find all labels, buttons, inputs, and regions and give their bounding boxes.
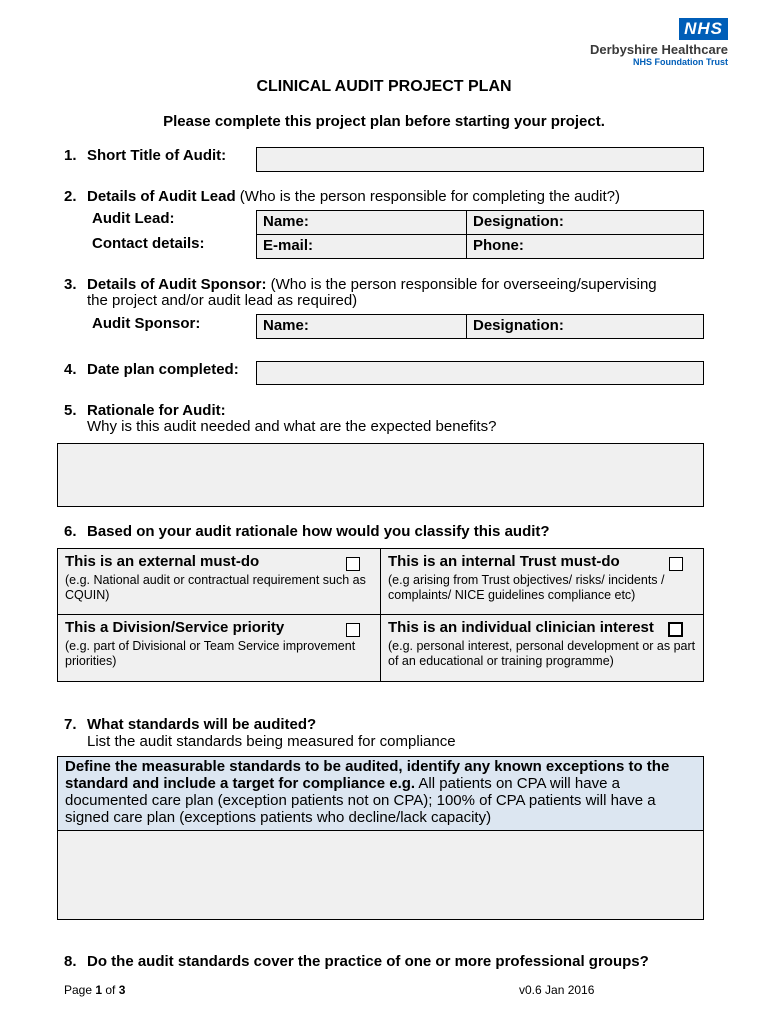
audit-lead-name-field[interactable]: Name: (256, 210, 467, 235)
q5-label: Rationale for Audit: (87, 402, 226, 419)
nhs-logo (498, 18, 728, 67)
internal-must-do-checkbox[interactable] (669, 557, 683, 571)
page-current: 1 (95, 983, 103, 997)
date-completed-input[interactable] (256, 361, 704, 385)
page-total: 3 (118, 983, 126, 997)
q3-label: Details of Audit Sponsor: (87, 276, 267, 293)
standards-instructions (57, 756, 704, 831)
classification-option (380, 614, 704, 682)
external-must-do-checkbox[interactable] (346, 557, 360, 571)
q1-label: Short Title of Audit: (87, 147, 227, 164)
q2-heading (87, 188, 620, 205)
page-prefix: Page (64, 983, 96, 997)
nhs-badge: NHS (679, 18, 728, 40)
sponsor-designation-field[interactable]: Designation: (466, 314, 704, 339)
page-of: of (102, 983, 119, 997)
audit-lead-email-field[interactable]: E-mail: (256, 234, 467, 259)
q2-number: 2. (64, 188, 77, 205)
page-subtitle: Please complete this project plan before starting your project. (163, 113, 605, 130)
rationale-textarea[interactable] (57, 443, 704, 507)
q7-label: What standards will be audited? (87, 716, 317, 733)
clinician-interest-checkbox[interactable] (668, 622, 683, 637)
q5-number: 5. (64, 402, 77, 419)
org-subname: NHS Foundation Trust (633, 57, 728, 67)
q8-label: Do the audit standards cover the practice of one or more professional groups? (87, 953, 649, 970)
classification-option (380, 548, 704, 615)
q8-number: 8. (64, 953, 77, 970)
q7-sub: List the audit standards being measured for compliance (87, 733, 456, 750)
q2-note: (Who is the person responsible for completing the audit?) (235, 188, 620, 205)
standards-instruction-bold: Define the measurable standards to be audited, identify any known exceptions to the standard and include a target for compliance e.g. (65, 758, 670, 792)
q5-question: Why is this audit needed and what are the expected benefits? (87, 418, 497, 435)
option-description: (e.g. National audit or contractual requirement such as CQUIN) (65, 573, 366, 602)
option-title: This is an internal Trust must-do (388, 553, 620, 570)
page-title: CLINICAL AUDIT PROJECT PLAN (256, 78, 512, 95)
q2-label: Details of Audit Lead (87, 188, 236, 205)
audit-lead-phone-field[interactable]: Phone: (466, 234, 704, 259)
audit-lead-designation-field[interactable]: Designation: (466, 210, 704, 235)
contact-details-label: Contact details: (92, 235, 205, 252)
q1-number: 1. (64, 147, 77, 164)
sponsor-name-field[interactable]: Name: (256, 314, 467, 339)
audit-sponsor-label: Audit Sponsor: (92, 315, 201, 332)
page-number (64, 983, 125, 997)
q3-heading (87, 276, 657, 293)
option-title: This is an individual clinician interest (388, 619, 654, 636)
version-label: v0.6 Jan 2016 (519, 983, 595, 997)
option-description: (e.g. personal interest, personal development or as part of an educational or training programme) (388, 639, 696, 668)
classification-option (57, 614, 381, 682)
classification-option (57, 548, 381, 615)
short-title-input[interactable] (256, 147, 704, 172)
option-title: This a Division/Service priority (65, 619, 285, 636)
q3-note: (Who is the person responsible for overseeing/supervising (266, 276, 657, 293)
option-description: (e.g arising from Trust objectives/ risks/ incidents / complaints/ NICE guidelines compliance etc) (388, 573, 665, 602)
standards-textarea[interactable] (57, 830, 704, 920)
option-description: (e.g. part of Divisional or Team Service improvement priorities) (65, 639, 356, 668)
q7-number: 7. (64, 716, 77, 733)
q4-label: Date plan completed: (87, 361, 239, 378)
q6-number: 6. (64, 523, 77, 540)
division-priority-checkbox[interactable] (346, 623, 360, 637)
q4-number: 4. (64, 361, 77, 378)
standards-instruction-text: All patients on CPA will have a documented care plan (exception patients not on CPA); 100% of CPA patients will have a signed care plan (exceptions patients who decline/lack capacity) (65, 775, 656, 826)
q6-label: Based on your audit rationale how would you classify this audit? (87, 523, 550, 540)
option-title: This is an external must-do (65, 553, 260, 570)
audit-lead-label: Audit Lead: (92, 210, 175, 227)
q3-number: 3. (64, 276, 77, 293)
q3-note-cont: the project and/or audit lead as required) (87, 292, 358, 309)
org-name: Derbyshire Healthcare (589, 42, 728, 57)
